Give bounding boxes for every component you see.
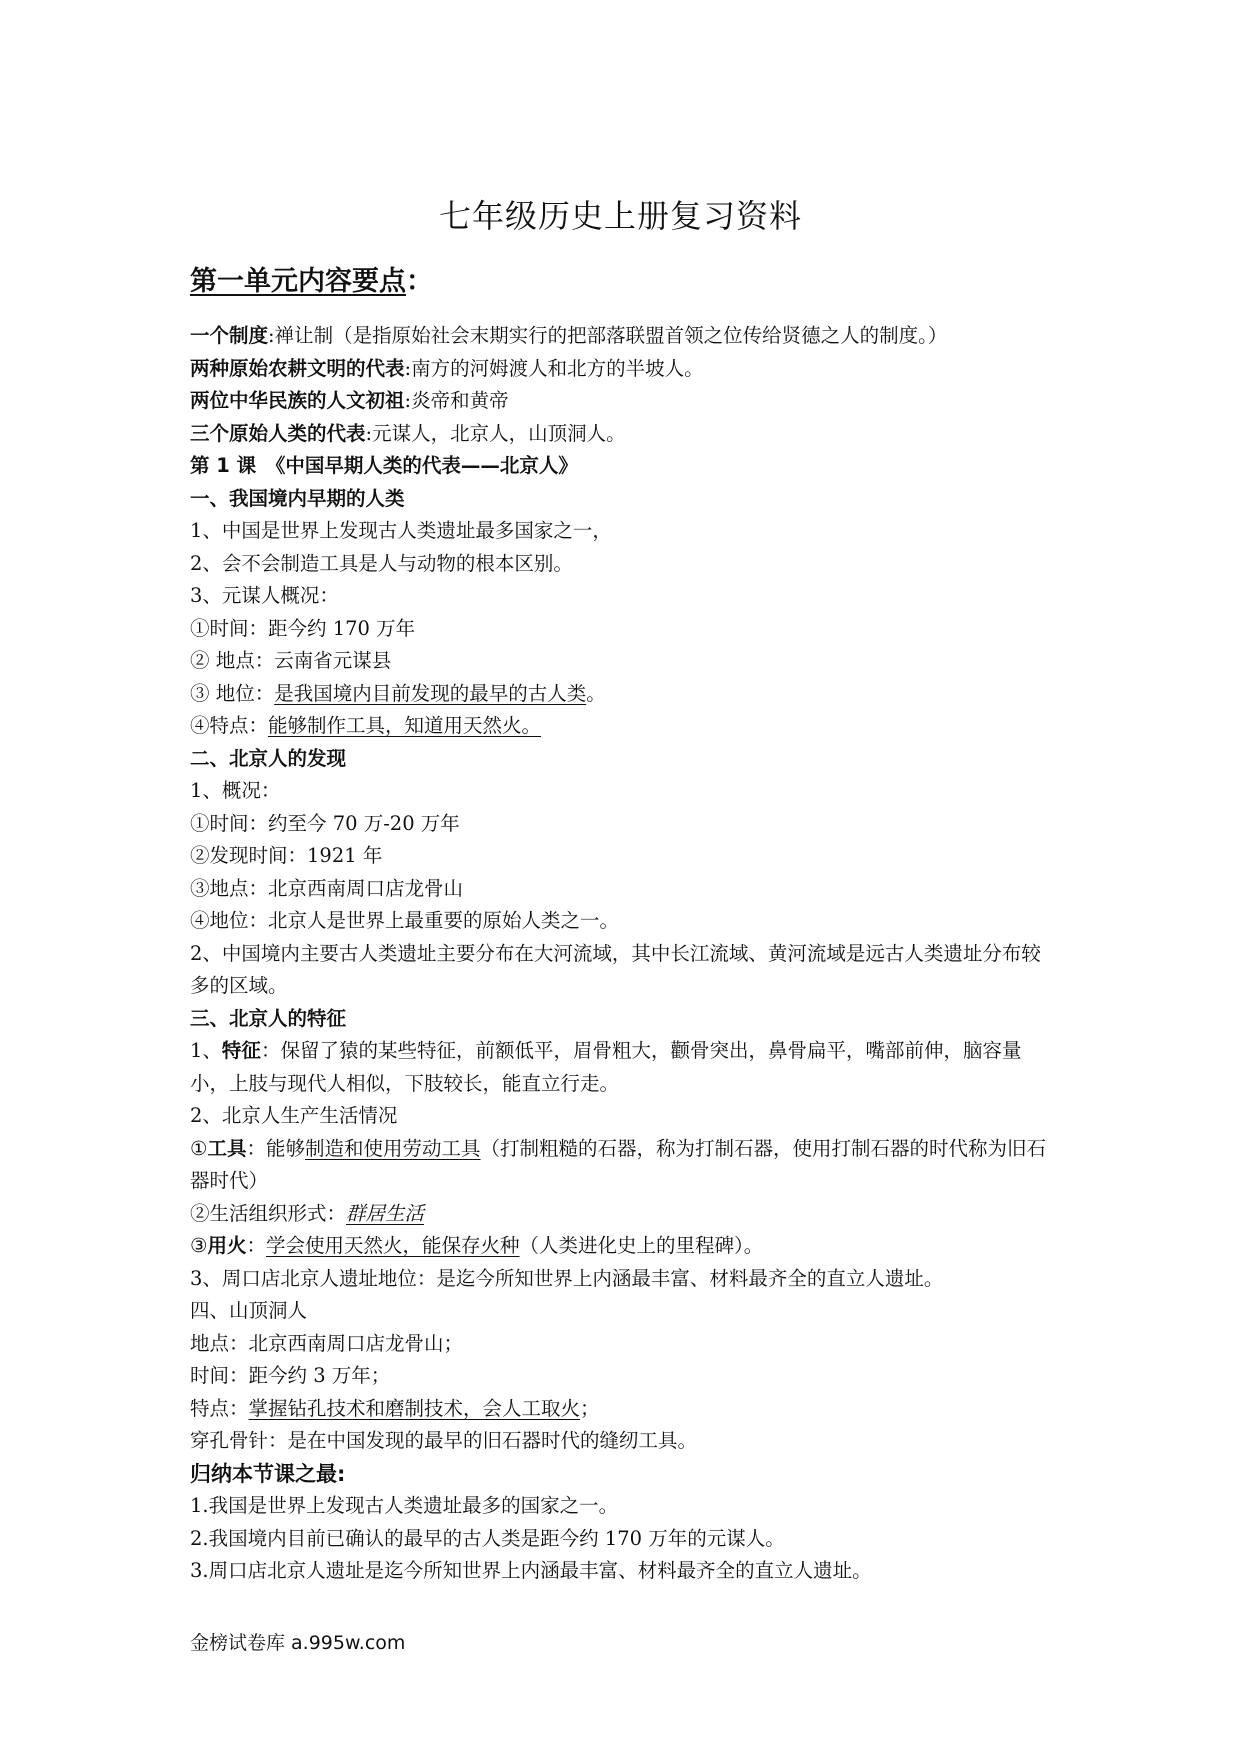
text-span: ① bbox=[190, 1136, 208, 1160]
page-title: 七年级历史上册复习资料 bbox=[438, 197, 802, 235]
underlined-text: 掌握钻孔技术和磨制技术，会人工取火 bbox=[248, 1396, 581, 1420]
text-line: 3、元谋人概况： bbox=[190, 584, 339, 607]
text-span: ③ 地位： bbox=[190, 681, 275, 705]
text-paragraph bbox=[190, 1035, 1060, 1100]
document-body bbox=[190, 320, 1060, 1588]
bold-text: 工具 bbox=[207, 1136, 247, 1160]
text-span: （打制粗糙的石器，称为打制石器，使用打制石器的时代称为旧石器时代） bbox=[190, 1136, 1047, 1192]
text-span: 1、 bbox=[190, 1039, 222, 1062]
summary-item: 1.我国是世界上发现古人类遗址最多的国家之一。 bbox=[190, 1494, 619, 1517]
underlined-text: 群居生活 bbox=[346, 1201, 425, 1225]
point-label: 一个制度 bbox=[190, 324, 269, 347]
bold-text: 用火 bbox=[207, 1234, 247, 1257]
text-paragraph: 2、中国境内主要古人类遗址主要分布在大河流域，其中长江流域、黄河流域是远古人类遗址分布较多的区域。 bbox=[190, 941, 1041, 997]
text-line bbox=[190, 1198, 1060, 1231]
point-text: :元谋人，北京人，山顶洞人。 bbox=[365, 421, 626, 445]
text-line bbox=[190, 710, 1060, 743]
summary-heading: 归纳本节课之最: bbox=[190, 1461, 346, 1486]
unit-heading-text: 第一单元内容要点 bbox=[190, 266, 406, 297]
text-line bbox=[190, 1393, 1060, 1426]
text-paragraph bbox=[190, 1133, 1060, 1198]
summary-item: 3.周口店北京人遗址是迄今所知世界上内涵最丰富、材料最齐全的直立人遗址。 bbox=[190, 1559, 872, 1582]
underlined-text: 制造和使用劳动工具 bbox=[305, 1136, 481, 1160]
underlined-text: 是我国境内目前发现的最早的古人类 bbox=[274, 681, 587, 705]
bold-text: 特征 bbox=[221, 1039, 261, 1062]
text-line: ①时间：距今约 170 万年 bbox=[190, 616, 416, 640]
text-line: ② 地点：云南省元谋县 bbox=[190, 649, 392, 672]
underlined-text: 能够制作工具，知道用天然火。 bbox=[268, 714, 542, 737]
footer-watermark: 金榜试卷库 a.995w.com bbox=[190, 1632, 406, 1654]
text-span: ②生活组织形式： bbox=[190, 1201, 347, 1225]
point-text: :南方的河姆渡人和北方的半坡人。 bbox=[404, 356, 704, 380]
point-label: 两种原始农耕文明的代表 bbox=[190, 356, 405, 380]
text-line bbox=[190, 1230, 1060, 1263]
text-span: ：保留了猿的某些特征，前额低平，眉骨粗大，颧骨突出，鼻骨扁平，嘴部前伸，脑容量小，上肢与现代人相似，下肢较长，能直立行走。 bbox=[190, 1039, 1022, 1095]
point-system bbox=[190, 320, 1060, 353]
section-heading: 三、北京人的特征 bbox=[190, 1006, 347, 1030]
point-text: :禅让制（是指原始社会末期实行的把部落联盟首领之位传给贤德之人的制度。） bbox=[268, 324, 948, 347]
text-line: 时间：距今约 3 万年； bbox=[190, 1364, 391, 1387]
summary-item: 2.我国境内目前已确认的最早的古人类是距今约 170 万年的元谋人。 bbox=[190, 1526, 785, 1550]
text-span: ④特点： bbox=[190, 714, 269, 737]
point-text: :炎帝和黄帝 bbox=[404, 389, 509, 412]
text-line: ②发现时间：1921 年 bbox=[190, 844, 383, 867]
point-ancestors bbox=[190, 385, 1060, 418]
text-line: 穿孔骨针：是在中国发现的最早的旧石器时代的缝纫工具。 bbox=[190, 1429, 698, 1452]
text-line: ①时间：约至今 70 万-20 万年 bbox=[190, 811, 460, 835]
section-heading: 二、北京人的发现 bbox=[190, 746, 347, 770]
text-line: ④地位：北京人是世界上最重要的原始人类之一。 bbox=[190, 909, 620, 932]
text-span: ：能够 bbox=[246, 1136, 306, 1160]
text-line bbox=[190, 678, 1060, 711]
text-span: （人类进化史上的里程碑）。 bbox=[519, 1234, 764, 1257]
unit-heading bbox=[190, 262, 433, 302]
section-heading: 一、我国境内早期的人类 bbox=[190, 486, 405, 510]
point-label: 三个原始人类的代表 bbox=[190, 421, 366, 445]
text-line: ③地点：北京西南周口店龙骨山 bbox=[190, 876, 464, 900]
text-span: ③ bbox=[190, 1234, 208, 1257]
point-primitive bbox=[190, 418, 1060, 451]
underlined-text: 学会使用天然火，能保存火种 bbox=[266, 1234, 520, 1257]
text-span: ； bbox=[580, 1396, 600, 1420]
lesson-heading: 第 1 课 《中国早期人类的代表——北京人》 bbox=[190, 454, 578, 477]
text-line: 3、周口店北京人遗址地位：是迄今所知世界上内涵最丰富、材料最齐全的直立人遗址。 bbox=[190, 1266, 944, 1290]
text-line: 地点：北京西南周口店龙骨山； bbox=[190, 1331, 464, 1355]
point-farming bbox=[190, 353, 1060, 386]
section-heading: 四、山顶洞人 bbox=[190, 1299, 308, 1322]
text-line: 2、会不会制造工具是人与动物的根本区别。 bbox=[190, 551, 573, 575]
text-line: 2、北京人生产生活情况 bbox=[190, 1104, 398, 1127]
text-span: 特点： bbox=[190, 1396, 249, 1420]
text-line: 1、中国是世界上发现古人类遗址最多国家之一， bbox=[190, 519, 612, 542]
text-line: 1、概况： bbox=[190, 779, 281, 802]
unit-heading-colon: ： bbox=[406, 266, 433, 297]
text-span: 。 bbox=[586, 681, 606, 705]
text-span: ： bbox=[246, 1234, 267, 1257]
point-label: 两位中华民族的人文初祖 bbox=[190, 389, 405, 412]
